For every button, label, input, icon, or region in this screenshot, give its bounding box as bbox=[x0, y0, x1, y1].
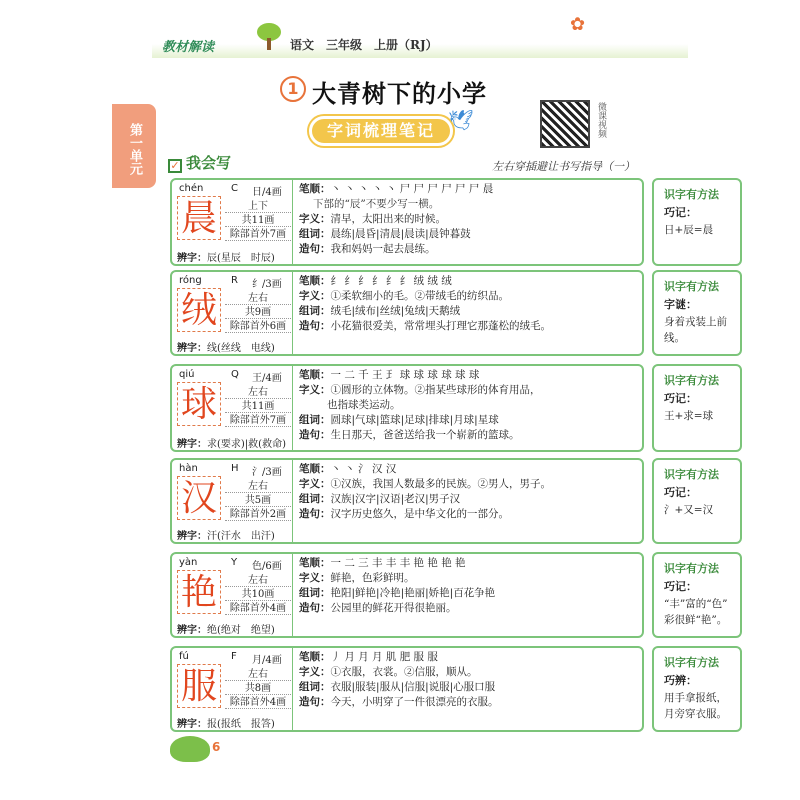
word-group-label: 组词： bbox=[299, 228, 331, 240]
tip-key: 巧记： bbox=[664, 392, 697, 405]
stroke-order-label: 笔顺： bbox=[299, 557, 331, 569]
lesson-title: 大青树下的小学 bbox=[312, 79, 487, 108]
char-details bbox=[292, 648, 642, 730]
stroke-order-label: 笔顺： bbox=[299, 369, 331, 381]
tip-key: 巧记： bbox=[664, 486, 697, 499]
pinyin: róng bbox=[179, 275, 202, 286]
example-sentence-label: 造句： bbox=[299, 320, 331, 332]
unit-side-tab: 第一单元 bbox=[112, 104, 156, 188]
char-details bbox=[292, 180, 642, 264]
character-box: 汉 bbox=[177, 476, 221, 520]
example-sentence bbox=[299, 319, 551, 333]
remaining-strokes: 除部首外4画 bbox=[225, 693, 291, 709]
tip-line: 身着戎装上前线。 bbox=[664, 316, 727, 344]
total-strokes: 共8画 bbox=[225, 679, 291, 695]
method-heading: 识字有方法 bbox=[664, 656, 719, 669]
tip-line: 月旁穿衣服。 bbox=[664, 708, 727, 720]
tip-value bbox=[664, 408, 713, 424]
char-info bbox=[175, 557, 287, 637]
word-group bbox=[299, 304, 460, 318]
example-sentence-label: 造句： bbox=[299, 243, 331, 255]
word-group-text: 衣服|服装|服从|信服|说服|心服口服 bbox=[330, 681, 496, 693]
character-card bbox=[170, 364, 644, 452]
meaning-label: 字义： bbox=[299, 384, 331, 396]
remaining-strokes: 除部首外6画 bbox=[225, 317, 291, 333]
discriminate-label: 辨字： bbox=[177, 343, 207, 354]
tip-line: 用手拿报纸， bbox=[664, 692, 727, 704]
meaning-text: ①圆形的立体物。②指某些球形的体育用品， bbox=[330, 384, 541, 396]
pinyin: chén bbox=[179, 183, 204, 194]
stroke-note: 下部的“辰”不要少写一横。 bbox=[313, 198, 440, 210]
character-box: 球 bbox=[177, 382, 221, 426]
discriminate-words: 求(要求)|救(救命) bbox=[207, 439, 286, 450]
method-tip bbox=[652, 458, 742, 544]
character-card bbox=[170, 178, 644, 266]
structure: 左右 bbox=[225, 571, 291, 587]
word-group-label: 组词： bbox=[299, 493, 331, 505]
example-sentence-label: 造句： bbox=[299, 696, 331, 708]
structure: 上下 bbox=[225, 197, 291, 213]
example-sentence bbox=[299, 242, 436, 256]
tip-line: 彩很鲜“艳”。 bbox=[664, 614, 728, 626]
character-card bbox=[170, 458, 644, 544]
word-group bbox=[299, 586, 495, 600]
meaning-text: 清早，太阳出来的时候。 bbox=[330, 213, 446, 225]
char-info bbox=[175, 183, 287, 265]
example-sentence-text: 今天，小明穿了一件很漂亮的衣服。 bbox=[330, 696, 499, 708]
char-details bbox=[292, 554, 642, 636]
total-strokes: 共11画 bbox=[225, 397, 291, 413]
discriminate-label: 辨字： bbox=[177, 531, 207, 542]
method-tip bbox=[652, 178, 742, 266]
radical: 月/4画 bbox=[252, 655, 282, 666]
meaning bbox=[299, 571, 415, 585]
structure: 左右 bbox=[225, 289, 291, 305]
stroke-order bbox=[299, 182, 493, 196]
flower-icon: ✿ bbox=[570, 14, 586, 35]
discriminate-words: 绝(绝对 绝望) bbox=[207, 625, 275, 636]
remaining-strokes: 除部首外7画 bbox=[225, 411, 291, 427]
word-group-text: 圆球|气球|篮球|足球|排球|月球|星球 bbox=[330, 414, 499, 426]
tip-line: 日+辰=晨 bbox=[664, 224, 714, 236]
word-group-label: 组词： bbox=[299, 681, 331, 693]
character-card bbox=[170, 552, 644, 638]
discriminate-label: 辨字： bbox=[177, 719, 207, 730]
stroke-order-label: 笔顺： bbox=[299, 463, 331, 475]
discriminate-row bbox=[177, 715, 275, 730]
char-info bbox=[175, 275, 287, 355]
discriminate-label: 辨字： bbox=[177, 253, 207, 264]
example-sentence bbox=[299, 695, 499, 709]
word-group-label: 组词： bbox=[299, 587, 331, 599]
pinyin: fú bbox=[179, 651, 189, 662]
meaning-label: 字义： bbox=[299, 666, 331, 678]
method-tip bbox=[652, 646, 742, 732]
initial-letter: Y bbox=[231, 557, 238, 568]
word-group-label: 组词： bbox=[299, 305, 331, 317]
stroke-order-label: 笔顺： bbox=[299, 275, 331, 287]
discriminate-words: 线(丝线 电线) bbox=[207, 343, 275, 354]
meaning bbox=[299, 383, 541, 397]
example-sentence-text: 汉字历史悠久，是中华文化的一部分。 bbox=[330, 508, 509, 520]
tip-value bbox=[664, 690, 727, 722]
stroke-order bbox=[299, 650, 438, 664]
word-group bbox=[299, 413, 499, 427]
tip-key: 巧记： bbox=[664, 580, 697, 593]
word-group bbox=[299, 227, 471, 241]
structure: 左右 bbox=[225, 665, 291, 681]
char-info bbox=[175, 651, 287, 731]
structure: 左右 bbox=[225, 477, 291, 493]
stroke-order-text: 一 二 三 丰 丰 丰 艳 艳 艳 艳 bbox=[330, 557, 466, 569]
character-box: 晨 bbox=[177, 196, 221, 240]
structure: 左右 bbox=[225, 383, 291, 399]
character-box: 服 bbox=[177, 664, 221, 708]
discriminate-row bbox=[177, 621, 275, 636]
meaning-label: 字义： bbox=[299, 290, 331, 302]
method-heading: 识字有方法 bbox=[664, 188, 719, 201]
method-tip bbox=[652, 552, 742, 638]
word-group-text: 艳阳|鲜艳|冷艳|艳丽|娇艳|百花争艳 bbox=[330, 587, 496, 599]
example-sentence-text: 我和妈妈一起去晨练。 bbox=[330, 243, 436, 255]
word-group-text: 汉族|汉字|汉语|老汉|男子汉 bbox=[330, 493, 461, 505]
swallow-icon: 🕊 bbox=[448, 108, 474, 132]
section-heading bbox=[168, 152, 231, 173]
lesson-number: 1 bbox=[280, 76, 306, 102]
writing-guide-link[interactable]: 左右穿插避让书写指导（一） bbox=[492, 160, 635, 173]
radical: 氵/3画 bbox=[252, 467, 282, 478]
word-group bbox=[299, 680, 495, 694]
discriminate-label: 辨字： bbox=[177, 625, 207, 636]
book-subtitle: 语文 三年级 上册（RJ） bbox=[290, 38, 438, 52]
meaning-text: ①衣服，衣裳。②信服，顺从。 bbox=[330, 666, 478, 678]
character-card bbox=[170, 270, 644, 356]
meaning-text: ①汉族，我国人数最多的民族。②男人，男子。 bbox=[330, 478, 551, 490]
discriminate-row bbox=[177, 339, 275, 354]
discriminate-row bbox=[177, 435, 286, 450]
pinyin: hàn bbox=[179, 463, 198, 474]
tip-value bbox=[664, 314, 740, 346]
initial-letter: R bbox=[231, 275, 238, 286]
meaning-label: 字义： bbox=[299, 478, 331, 490]
meaning-cont: 也指球类运动。 bbox=[327, 399, 401, 411]
character-box: 艳 bbox=[177, 570, 221, 614]
character-card bbox=[170, 646, 644, 732]
example-sentence bbox=[299, 507, 509, 521]
example-sentence bbox=[299, 601, 457, 615]
remaining-strokes: 除部首外4画 bbox=[225, 599, 291, 615]
discriminate-label: 辨字： bbox=[177, 439, 207, 450]
word-group-text: 晨练|晨昏|清晨|晨读|晨钟暮鼓 bbox=[330, 228, 471, 240]
discriminate-row bbox=[177, 249, 275, 264]
tip-value bbox=[664, 596, 727, 628]
meaning-text: 鲜艳，色彩鲜明。 bbox=[330, 572, 415, 584]
char-details bbox=[292, 460, 642, 542]
notes-banner: 字词梳理笔记 bbox=[309, 116, 453, 146]
header bbox=[112, 0, 688, 60]
char-info bbox=[175, 369, 287, 451]
initial-letter: Q bbox=[231, 369, 239, 380]
char-details bbox=[292, 366, 642, 450]
initial-letter: C bbox=[231, 183, 238, 194]
method-heading: 识字有方法 bbox=[664, 562, 719, 575]
total-strokes: 共11画 bbox=[225, 211, 291, 227]
frog-icon bbox=[170, 736, 210, 762]
meaning bbox=[299, 289, 509, 303]
method-tip bbox=[652, 364, 742, 452]
stroke-order bbox=[299, 368, 479, 382]
tip-value bbox=[664, 222, 713, 238]
stroke-order-text: 丶 丶 氵 汉 汉 bbox=[330, 463, 397, 475]
example-sentence-text: 公园里的鲜花开得很艳丽。 bbox=[330, 602, 457, 614]
stroke-order bbox=[299, 462, 396, 476]
method-heading: 识字有方法 bbox=[664, 280, 719, 293]
method-heading: 识字有方法 bbox=[664, 468, 719, 481]
stroke-order-text: 纟 纟 纟 纟 纟 纟 绒 绒 绒 bbox=[330, 275, 452, 287]
stroke-order bbox=[299, 556, 466, 570]
stroke-order-label: 笔顺： bbox=[299, 183, 331, 195]
total-strokes: 共9画 bbox=[225, 303, 291, 319]
pinyin: yàn bbox=[179, 557, 198, 568]
radical: 纟/3画 bbox=[252, 279, 282, 290]
section-label: 我会写 bbox=[186, 154, 232, 172]
qr-label: 微课视频 bbox=[596, 102, 606, 138]
char-details bbox=[292, 272, 642, 354]
meaning-label: 字义： bbox=[299, 213, 331, 225]
tip-key: 巧记： bbox=[664, 206, 697, 219]
total-strokes: 共10画 bbox=[225, 585, 291, 601]
stroke-order-label: 笔顺： bbox=[299, 651, 331, 663]
tip-line: 王+求=球 bbox=[664, 410, 714, 422]
meaning bbox=[299, 665, 478, 679]
tree-icon bbox=[254, 22, 284, 50]
example-sentence-text: 生日那天，爸爸送给我一个崭新的篮球。 bbox=[330, 429, 520, 441]
character-box: 绒 bbox=[177, 288, 221, 332]
discriminate-words: 汗(汗水 出汗) bbox=[207, 531, 275, 542]
example-sentence-label: 造句： bbox=[299, 429, 331, 441]
example-sentence-label: 造句： bbox=[299, 602, 331, 614]
radical: 日/4画 bbox=[252, 187, 282, 198]
pinyin: qiú bbox=[179, 369, 195, 380]
word-group bbox=[299, 492, 460, 506]
discriminate-row bbox=[177, 527, 275, 542]
stroke-order bbox=[299, 274, 452, 288]
check-icon: ✓ bbox=[168, 159, 182, 173]
meaning-text: ①柔软细小的毛。②带绒毛的纺织品。 bbox=[330, 290, 509, 302]
meaning bbox=[299, 212, 446, 226]
remaining-strokes: 除部首外7画 bbox=[225, 225, 291, 241]
word-group-text: 绒毛|绒布|丝绒|兔绒|天鹅绒 bbox=[330, 305, 461, 317]
tip-value bbox=[664, 502, 713, 518]
discriminate-words: 辰(星辰 时辰) bbox=[207, 253, 275, 264]
radical: 色/6画 bbox=[252, 561, 282, 572]
tip-key: 巧辨： bbox=[664, 674, 697, 687]
stroke-order-text: 丿 月 月 月 肌 肥 服 服 bbox=[330, 651, 438, 663]
qr-code[interactable] bbox=[540, 100, 590, 148]
total-strokes: 共5画 bbox=[225, 491, 291, 507]
tip-line: 氵+又=汉 bbox=[664, 504, 714, 516]
example-sentence-text: 小花猫很爱美，常常埋头打理它那蓬松的绒毛。 bbox=[330, 320, 551, 332]
example-sentence bbox=[299, 428, 520, 442]
example-sentence-label: 造句： bbox=[299, 508, 331, 520]
page-number: 6 bbox=[212, 740, 221, 754]
tip-key: 字谜： bbox=[664, 298, 697, 311]
remaining-strokes: 除部首外2画 bbox=[225, 505, 291, 521]
initial-letter: F bbox=[231, 651, 237, 662]
discriminate-words: 报(报纸 报答) bbox=[207, 719, 275, 730]
meaning-label: 字义： bbox=[299, 572, 331, 584]
stroke-order-text: 丶 丶 丶 丶 丶 尸 尸 尸 尸 尸 尸 晨 bbox=[330, 183, 494, 195]
brand-label: 教材解读 bbox=[162, 40, 215, 55]
word-group-label: 组词： bbox=[299, 414, 331, 426]
meaning bbox=[299, 477, 551, 491]
method-tip bbox=[652, 270, 742, 356]
stroke-order-text: 一 二 千 王 ⺩ 球 球 球 球 球 球 bbox=[330, 369, 480, 381]
radical: 王/4画 bbox=[252, 373, 282, 384]
initial-letter: H bbox=[231, 463, 239, 474]
method-heading: 识字有方法 bbox=[664, 374, 719, 387]
page bbox=[112, 0, 728, 800]
tip-line: “丰”富的“色” bbox=[664, 598, 728, 610]
char-info bbox=[175, 463, 287, 543]
